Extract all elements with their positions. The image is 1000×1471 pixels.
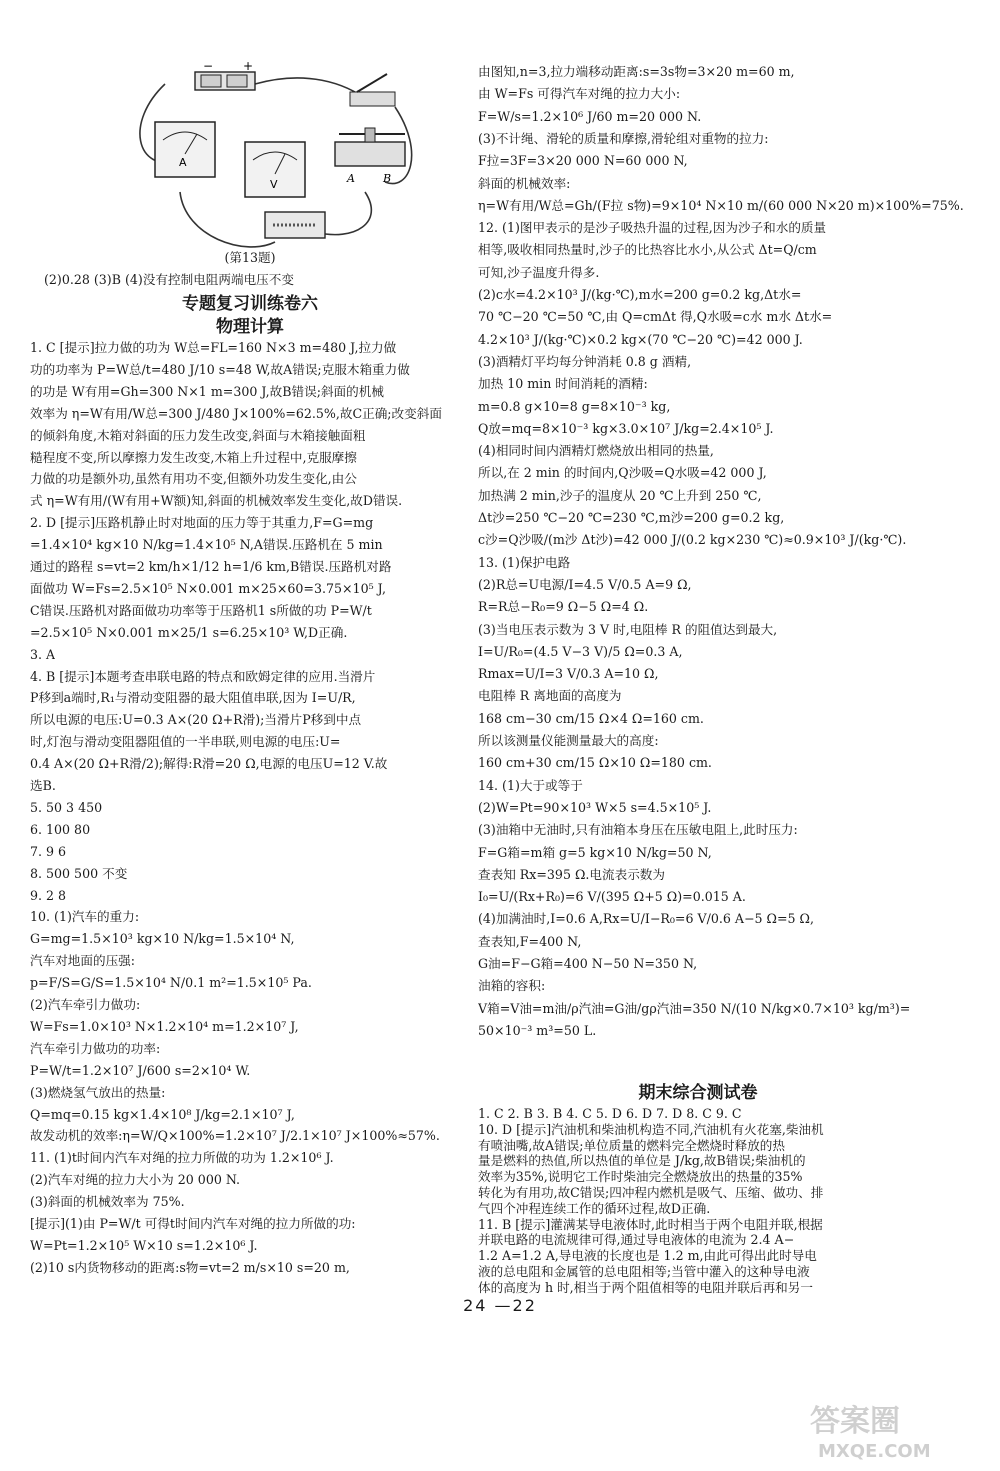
- answer-line: 面做功 W=Fs=2.5×10⁵ N×0.001 m×25×60=3.75×10⁵ J,: [30, 580, 386, 596]
- answer-line: P=W/t=1.2×10⁷ J/600 s=2×10⁴ W.: [30, 1062, 251, 1078]
- answer-line: 4.2×10³ J/(kg·℃)×0.2 kg×(70 ℃−20 ℃)=42 000 J.: [478, 331, 803, 347]
- rheostat-icon: [335, 128, 405, 166]
- answer-line: 13. (1)保护电路: [478, 554, 571, 570]
- answer-line: 9. 2 8: [30, 887, 67, 903]
- answer-line: R=R总−R₀=9 Ω−5 Ω=4 Ω.: [478, 599, 649, 615]
- answer-line: 的倾斜角度,木箱对斜面的压力发生改变,斜面与木箱接触面粗: [30, 427, 366, 443]
- answer-line: I=U/R₀=(4.5 V−3 V)/5 Ω=0.3 A,: [478, 643, 683, 659]
- answer-line: (3)酒精灯平均每分钟消耗 0.8 g 酒精,: [478, 353, 692, 369]
- answer-line: 由 W=Fs 可得汽车对绳的拉力大小:: [478, 86, 681, 102]
- answer-line: 斜面的机械效率:: [478, 175, 571, 191]
- answer-line: 体的高度为 h 时,相当于两个阻值相等的电阻并联后再和另一: [478, 1279, 813, 1295]
- answer-line: V箱=V油=m油/ρ汽油=G油/gρ汽油=350 N/(10 N/kg×0.7×10³ kg/m³)=: [478, 1000, 911, 1016]
- answer-line: 查表知,F=400 N,: [478, 933, 582, 949]
- page-number: 24 —22: [463, 1296, 537, 1315]
- section-subtitle: 物理计算: [216, 317, 284, 337]
- answer-line: 式 η=W有用/(W有用+W额)知,斜面的机械效率发生变化,故D错误.: [30, 493, 403, 509]
- answer-line: 相等,吸收相同热量时,沙子的比热容比水小,从公式 Δt=Q/cm: [478, 242, 817, 258]
- answer-line: 可知,沙子温度升得多.: [478, 264, 600, 280]
- answer-line: 查表知 Rx=395 Ω.电流表示数为: [478, 866, 665, 882]
- answer-line: (2)汽车牵引力做功:: [30, 997, 141, 1012]
- section-title: 专题复习训练卷六: [182, 294, 318, 314]
- answer-line: 气四个冲程连续工作的循环过程,故D正确.: [478, 1200, 711, 1216]
- answer-line: (3)燃烧氢气放出的热量:: [30, 1084, 166, 1100]
- answer-line: 力做的功是额外功,虽然有用功不变,但额外功发生变化,由公: [30, 471, 357, 487]
- answer-line: 通过的路程 s=vt=2 km/h×1/12 h=1/6 km,B错误.压路机对路: [30, 559, 392, 574]
- answer-line: =1.4×10⁴ kg×10 N/kg=1.4×10⁵ N,A错误.压路机在 5 min: [30, 537, 383, 553]
- circuit-diagram: [125, 62, 415, 252]
- answer-line: 功的功率为 P=W总/t=480 J/10 s=48 W,故A错误;克服木箱重力做: [30, 361, 410, 377]
- answer-line: 10. (1)汽车的重力:: [30, 909, 140, 925]
- answer-line: (4)相同时间内酒精灯燃烧放出相同的热量,: [478, 443, 714, 459]
- answer-line: [提示](1)由 P=W/t 可得t时间内汽车对绳的拉力所做的功:: [30, 1216, 356, 1231]
- answer-line: 有喷油嘴,故A错误;单位质量的燃料完全燃烧时释放的热: [478, 1137, 785, 1153]
- answer-line: 的功是 W有用=Gh=300 N×1 m=300 J,故B错误;斜面的机械: [30, 383, 384, 399]
- resistor-icon: [265, 212, 325, 238]
- answer-line: C错误.压路机对路面做功功率等于压路机1 s所做的功 P=W/t: [30, 602, 372, 618]
- answer-line: 效率为 η=W有用/W总=300 J/480 J×100%=62.5%,故C正确;改变斜面: [30, 405, 442, 421]
- answer-line: 所以该测量仪能测量最大的高度:: [478, 733, 659, 748]
- answer-line: 糙程度不变,所以摩擦力发生改变,木箱上升过程中,克服摩擦: [30, 449, 357, 465]
- answer-line: Δt沙=250 ℃−20 ℃=230 ℃,m沙=200 g=0.2 kg,: [478, 510, 785, 525]
- answer-line: W=Pt=1.2×10⁵ W×10 s=1.2×10⁶ J.: [30, 1237, 258, 1253]
- answer-line: 5. 50 3 450: [30, 799, 103, 815]
- answer-line: 量是燃料的热值,所以热值的单位是 J/kg,故B错误;柴油机的: [478, 1153, 806, 1169]
- answer-line: Rmax=U/I=3 V/0.3 A=10 Ω,: [478, 666, 659, 682]
- answer-line: (3)斜面的机械效率为 75%.: [30, 1194, 185, 1210]
- answer-line: 50×10⁻³ m³=50 L.: [478, 1022, 597, 1038]
- answer-line: 14. (1)大于或等于: [478, 777, 583, 793]
- answer-line: W=Fs=1.0×10³ N×1.2×10⁴ m=1.2×10⁷ J,: [30, 1018, 299, 1034]
- answer-line: p=F/S=G/S=1.5×10⁴ N/0.1 m²=1.5×10⁵ Pa.: [30, 975, 312, 991]
- answer-line: (2)汽车对绳的拉力大小为 20 000 N.: [30, 1172, 241, 1188]
- answer-line: 并联电路的电流规律可得,通过导电液体的电流为 2.4 A−: [478, 1232, 795, 1248]
- answer-line: (2)10 s内货物移动的距离:s物=vt=2 m/s×10 s=20 m,: [30, 1259, 350, 1275]
- answer-line: 选B.: [30, 778, 56, 793]
- answer-line: 加热满 2 min,沙子的温度从 20 ℃上升到 250 ℃,: [478, 487, 762, 503]
- answer-line: 1.2 A=1.2 A,导电液的长度也是 1.2 m,由此可得出此时导电: [478, 1248, 817, 1264]
- answer-line: 加热 10 min 时间消耗的酒精:: [478, 376, 648, 392]
- answer-line: 168 cm−30 cm/15 Ω×4 Ω=160 cm.: [478, 710, 704, 726]
- answer-line: 效率为35%,说明它工作时柴油完全燃烧放出的热量的35%: [478, 1169, 803, 1185]
- answer-line: c沙=Q沙吸/(m沙 Δt沙)=42 000 J/(0.2 kg×230 ℃)≈0.9×10³ J/(kg·℃).: [478, 532, 907, 548]
- watermark-text: 答案圈: [810, 1404, 900, 1439]
- answer-line: 6. 100 80: [30, 821, 91, 837]
- answer-line: (2)0.28 (3)B (4)没有控制电阻两端电压不变: [44, 272, 294, 287]
- answer-line: (4)加满油时,I=0.6 A,Rx=U/I−R₀=6 V/0.6 A−5 Ω=5 Ω,: [478, 911, 814, 927]
- answer-line: 160 cm+30 cm/15 Ω×10 Ω=180 cm.: [478, 755, 712, 771]
- answer-line: 7. 9 6: [30, 843, 67, 859]
- answer-line: 8. 500 500 不变: [30, 865, 128, 881]
- watermark-url: MXQE.COM: [818, 1441, 931, 1462]
- rheostat-label-b: B: [383, 172, 392, 185]
- answer-line: (3)油箱中无油时,只有油箱本身压在压敏电阻上,此时压力:: [478, 822, 798, 838]
- answer-line: 12. (1)图甲表示的是沙子吸热升温的过程,因为沙子和水的质量: [478, 220, 827, 236]
- answer-line: η=W有用/W总=Gh/(F拉 s物)=9×10⁴ N×10 m/(60 000 N×20 m)×100%=75%.: [478, 197, 964, 213]
- answer-line: m=0.8 g×10=8 g=8×10⁻³ kg,: [478, 398, 671, 414]
- answer-line: 所以,在 2 min 的时间内,Q沙吸=Q水吸=42 000 J,: [478, 465, 767, 481]
- answer-line: I₀=U/(Rx+R₀)=6 V/(395 Ω+5 Ω)=0.015 A.: [478, 889, 746, 905]
- answer-line: 汽车对地面的压强:: [30, 953, 135, 969]
- answer-line: F拉=3F=3×20 000 N=60 000 N,: [478, 153, 688, 169]
- answer-line: G油=F−G箱=400 N−50 N=350 N,: [478, 956, 698, 971]
- answer-line: 时,灯泡与滑动变阻器阻值的一半串联,则电源的电压:U=: [30, 734, 341, 750]
- final-test-title: 期末综合测试卷: [638, 1083, 758, 1103]
- answer-line: 10. D [提示]汽油机和柴油机构造不同,汽油机有火花塞,柴油机: [478, 1121, 824, 1137]
- answer-line: 所以电源的电压:U=0.3 A×(20 Ω+R滑);当滑片P移到中点: [30, 712, 362, 728]
- answer-line: Q放=mq=8×10⁻³ kg×3.0×10⁷ J/kg=2.4×10⁵ J.: [478, 420, 774, 436]
- answer-line: Q=mq=0.15 kg×1.4×10⁸ J/kg=2.1×10⁷ J,: [30, 1106, 295, 1122]
- answer-line: (2)c水=4.2×10³ J/(kg·℃),m水=200 g=0.2 kg,Δt水=: [478, 287, 802, 302]
- answer-line: 0.4 A×(20 Ω+R滑/2);解得:R滑=20 Ω,电源的电压U=12 V.故: [30, 756, 388, 772]
- answer-line: (3)当电压表示数为 3 V 时,电阻棒 R 的阻值达到最大,: [478, 621, 778, 637]
- answer-line: F=W/s=1.2×10⁶ J/60 m=20 000 N.: [478, 108, 702, 124]
- answer-line: 3. A: [30, 646, 56, 662]
- answer-line: (2)W=Pt=90×10³ W×5 s=4.5×10⁵ J.: [478, 799, 712, 815]
- answer-line: G=mg=1.5×10³ kg×10 N/kg=1.5×10⁴ N,: [30, 931, 295, 947]
- plus-sign: +: [243, 62, 254, 73]
- answer-line: 11. B [提示]灌满某导电液体时,此时相当于两个电阻并联,根据: [478, 1216, 823, 1232]
- answer-line: 11. (1)t时间内汽车对绳的拉力所做的功为 1.2×10⁶ J.: [30, 1150, 334, 1166]
- answer-line: (2)R总=U电源/I=4.5 V/0.5 A=9 Ω,: [478, 576, 692, 592]
- answer-line: 2. D [提示]压路机静止时对地面的压力等于其重力,F=G=mg: [30, 515, 374, 531]
- voltmeter-label: V: [270, 178, 278, 191]
- minus-sign: −: [203, 62, 214, 73]
- answer-line: 1. C [提示]拉力做的功为 W总=FL=160 N×3 m=480 J,拉力做: [30, 340, 397, 355]
- answer-line: P移到a端时,R₁与滑动变阻器的最大阻值串联,因为 I=U/R,: [30, 690, 356, 706]
- answer-line: 由图知,n=3,拉力端移动距离:s=3s物=3×20 m=60 m,: [478, 64, 795, 79]
- switch-icon: [350, 74, 395, 106]
- answer-line: 70 ℃−20 ℃=50 ℃,由 Q=cmΔt 得,Q水吸=c水 m水 Δt水=: [478, 309, 833, 325]
- answer-line: 转化为有用功,故C错误;四冲程内燃机是吸气、压缩、做功、排: [478, 1185, 824, 1200]
- battery-icon: [195, 72, 255, 90]
- answer-line: F=G箱=m箱 g=5 kg×10 N/kg=50 N,: [478, 844, 712, 860]
- answer-line: 油箱的容积:: [478, 978, 546, 994]
- answer-line: 液的总电阻和金属管的总电阻相等;当管中灌入的这种导电液: [478, 1264, 810, 1279]
- answer-line: 电阻棒 R 离地面的高度为: [478, 688, 622, 704]
- ammeter-label: A: [179, 156, 187, 169]
- rheostat-label-a: A: [347, 172, 355, 185]
- answer-line: 汽车牵引力做功的功率:: [30, 1040, 161, 1056]
- answer-line: =2.5×10⁵ N×0.001 m×25/1 s=6.25×10³ W,D正确.: [30, 624, 348, 640]
- answer-line: (3)不计绳、滑轮的质量和摩擦,滑轮组对重物的拉力:: [478, 130, 769, 146]
- answer-line: 故发动机的效率:η=W/Q×100%=1.2×10⁷ J/2.1×10⁷ J×100%≈57%.: [30, 1128, 440, 1144]
- answer-line: 4. B [提示]本题考查串联电路的特点和欧姆定律的应用.当滑片: [30, 668, 376, 684]
- watermark-logo: [800, 1395, 980, 1465]
- answer-line: 1. C 2. B 3. B 4. C 5. D 6. D 7. D 8. C 9. C: [478, 1106, 742, 1121]
- figure-caption: (第13题): [224, 250, 276, 265]
